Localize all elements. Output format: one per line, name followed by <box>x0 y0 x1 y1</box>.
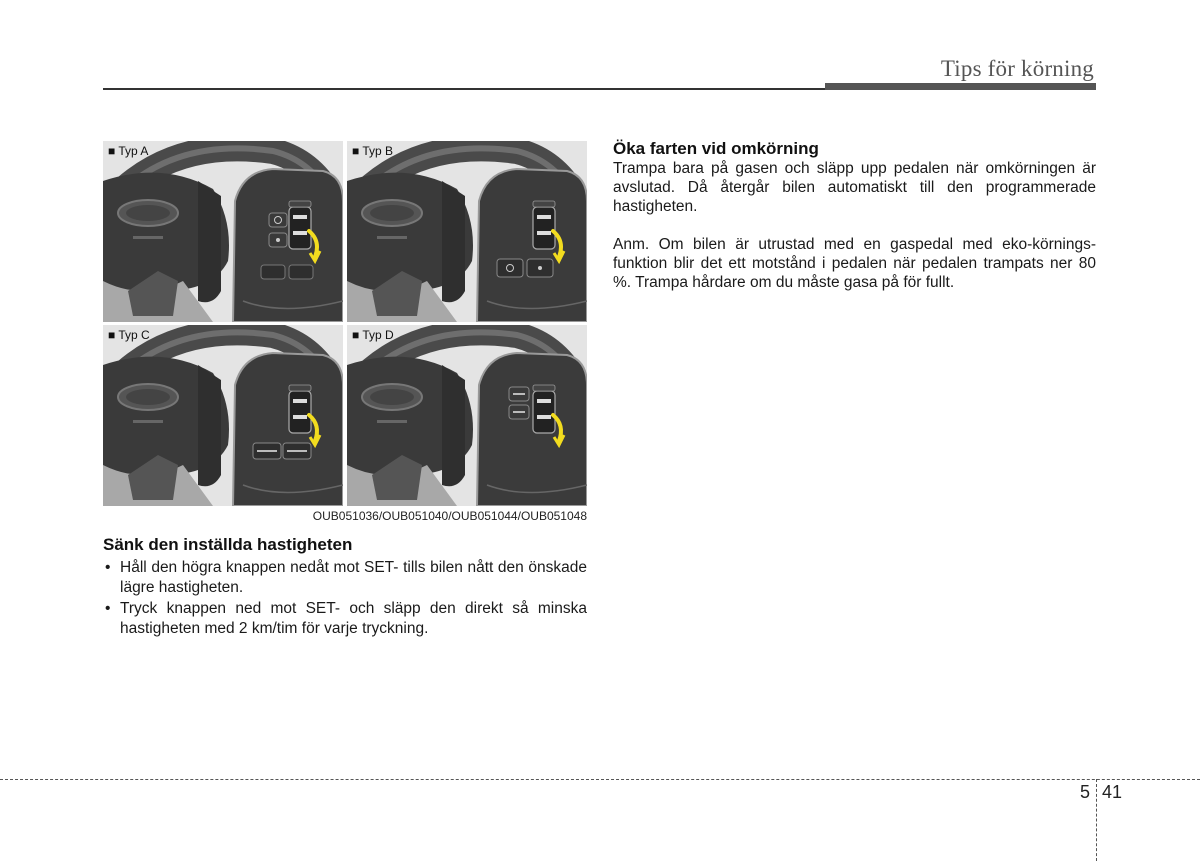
panel-typ-d <box>347 325 587 506</box>
panel-typ-a <box>103 141 343 322</box>
section-overtaking <box>613 139 1096 292</box>
paragraph: Trampa bara på gasen och släpp upp pedalen när omkörningen är avslutad. Då återgår bilen automatiskt till den programmerade hastigheten. <box>613 160 1096 215</box>
running-header: Tips för körning <box>940 56 1094 81</box>
section-heading: Sänk den inställda hastigheten <box>103 535 353 554</box>
header-rule <box>103 88 825 90</box>
list-item: • Håll den högra knappen nedåt mot SET- tills bilen nått den önskade lägre hastigheten. <box>105 559 587 596</box>
steering-wheel-figure <box>103 141 587 506</box>
figure-code: OUB051036/OUB051040/OUB051044/OUB051048 <box>312 509 587 523</box>
chapter-number: 5 <box>1080 782 1091 802</box>
footer-divider <box>1096 779 1097 861</box>
paragraph: Anm. Om bilen är utrustad med en gaspedal med eko-körnings-funktion blir det ett motstånd i pedalen när pedalen trampats ner 80 %. Trampa hårdare om du måste gasa på för fullt. <box>613 236 1096 291</box>
steering-wheel-illustration <box>347 141 587 322</box>
page-number: 41 <box>1102 782 1123 802</box>
panel-label: ■ Typ B <box>352 144 394 158</box>
bullet-list <box>103 558 587 639</box>
header-rule-accent <box>825 83 1096 90</box>
panel-label: ■ Typ A <box>108 144 149 158</box>
steering-wheel-illustration <box>103 141 343 322</box>
panel-label: ■ Typ C <box>108 328 150 342</box>
panel-label: ■ Typ D <box>352 328 394 342</box>
panel-typ-c <box>103 325 343 506</box>
steering-wheel-illustration <box>347 325 587 506</box>
section-heading: Öka farten vid omkörning <box>613 139 819 158</box>
footer-rule <box>0 779 1200 780</box>
steering-wheel-illustration <box>103 325 343 506</box>
list-item: • Tryck knappen ned mot SET- och släpp den direkt så minska hastigheten med 2 km/tim för varje tryckning. <box>105 600 587 637</box>
panel-typ-b <box>347 141 587 322</box>
section-lower-speed <box>103 535 587 640</box>
